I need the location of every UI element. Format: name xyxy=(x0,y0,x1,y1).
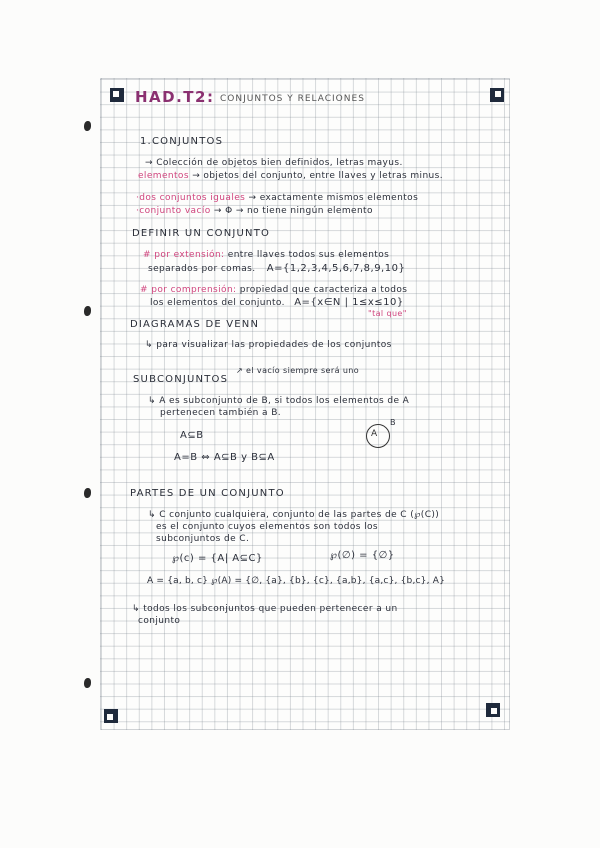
note-text: propiedad que caracteriza a todos xyxy=(239,285,408,295)
corner-mark-top-left xyxy=(110,88,124,102)
section-heading-conjuntos: 1.CONJUNTOS xyxy=(140,136,224,147)
note-line xyxy=(143,250,389,260)
binder-hole xyxy=(84,306,91,316)
corner-mark-bottom-left xyxy=(104,709,118,723)
binder-hole xyxy=(84,678,91,688)
power-set-example: A = {a, b, c} ℘(A) = {∅, {a}, {b}, {c}, {a,b}, {a,c}, {b,c}, A} xyxy=(147,576,445,586)
note-text: → Φ → no tiene ningún elemento xyxy=(213,206,373,216)
note-empty-subset: ↗ el vacío siempre será uno xyxy=(236,366,360,375)
note-line xyxy=(140,285,407,295)
note-text: separados por comas. xyxy=(148,264,256,274)
subset-equation: A⊆B xyxy=(180,430,204,441)
note-line xyxy=(138,171,443,181)
note-text: los elementos del conjunto. xyxy=(150,298,285,308)
highlight-term: # por extensión: xyxy=(143,250,225,260)
note-line xyxy=(136,193,418,203)
note-line: subconjuntos de C. xyxy=(156,534,250,544)
note-text: entre llaves todos sus elementos xyxy=(227,250,390,260)
binder-hole xyxy=(84,488,91,498)
highlight-term: ·conjunto vacío xyxy=(136,206,211,216)
power-set-definition: ℘(c) = {A| A⊆C} xyxy=(172,553,263,564)
venn-label-b: B xyxy=(390,418,396,427)
highlight-term: # por comprensión: xyxy=(140,285,237,295)
note-line: ↳ todos los subconjuntos que pueden pertenecer a un xyxy=(132,604,398,614)
page-title-code: HAD.T2: xyxy=(135,88,215,106)
note-line: pertenecen también a B. xyxy=(160,408,282,418)
page-title: CONJUNTOS Y RELACIONES xyxy=(220,94,365,104)
section-heading-venn: DIAGRAMAS DE VENN xyxy=(130,319,260,330)
corner-mark-top-right xyxy=(490,88,504,102)
note-line: → Colección de objetos bien definidos, letras mayus. xyxy=(145,158,403,168)
section-heading-definir: DEFINIR UN CONJUNTO xyxy=(132,228,271,239)
note-text: → exactamente mismos elementos xyxy=(248,193,419,203)
note-line: ↳ C conjunto cualquiera, conjunto de las partes de C (℘(C)) xyxy=(148,510,440,520)
section-heading-partes: PARTES DE UN CONJUNTO xyxy=(130,488,285,499)
annotation-tal-que: "tal que" xyxy=(368,309,407,318)
set-equation: A={x∈N | 1≤x≤10} xyxy=(294,297,404,308)
highlight-term: elementos xyxy=(138,171,189,181)
note-line xyxy=(148,263,405,274)
power-set-empty: ℘(∅) = {∅} xyxy=(330,550,395,561)
equality-equation: A=B ⇔ A⊆B y B⊆A xyxy=(174,452,275,463)
note-line xyxy=(150,297,404,308)
highlight-term: ·dos conjuntos iguales xyxy=(136,193,246,203)
set-equation: A={1,2,3,4,5,6,7,8,9,10} xyxy=(266,263,406,274)
venn-label-a: A xyxy=(371,429,378,439)
note-line: conjunto xyxy=(138,616,181,626)
note-line xyxy=(136,206,373,216)
binder-hole xyxy=(84,121,91,131)
venn-diagram xyxy=(366,424,390,448)
note-line: es el conjunto cuyos elementos son todos los xyxy=(156,522,379,532)
note-text: → objetos del conjunto, entre llaves y letras minus. xyxy=(192,171,444,181)
note-line: ↳ para visualizar las propiedades de los conjuntos xyxy=(145,340,392,350)
section-heading-subconjuntos: SUBCONJUNTOS xyxy=(133,374,229,385)
note-line: ↳ A es subconjunto de B, si todos los elementos de A xyxy=(148,396,410,406)
corner-mark-bottom-right xyxy=(486,703,500,717)
